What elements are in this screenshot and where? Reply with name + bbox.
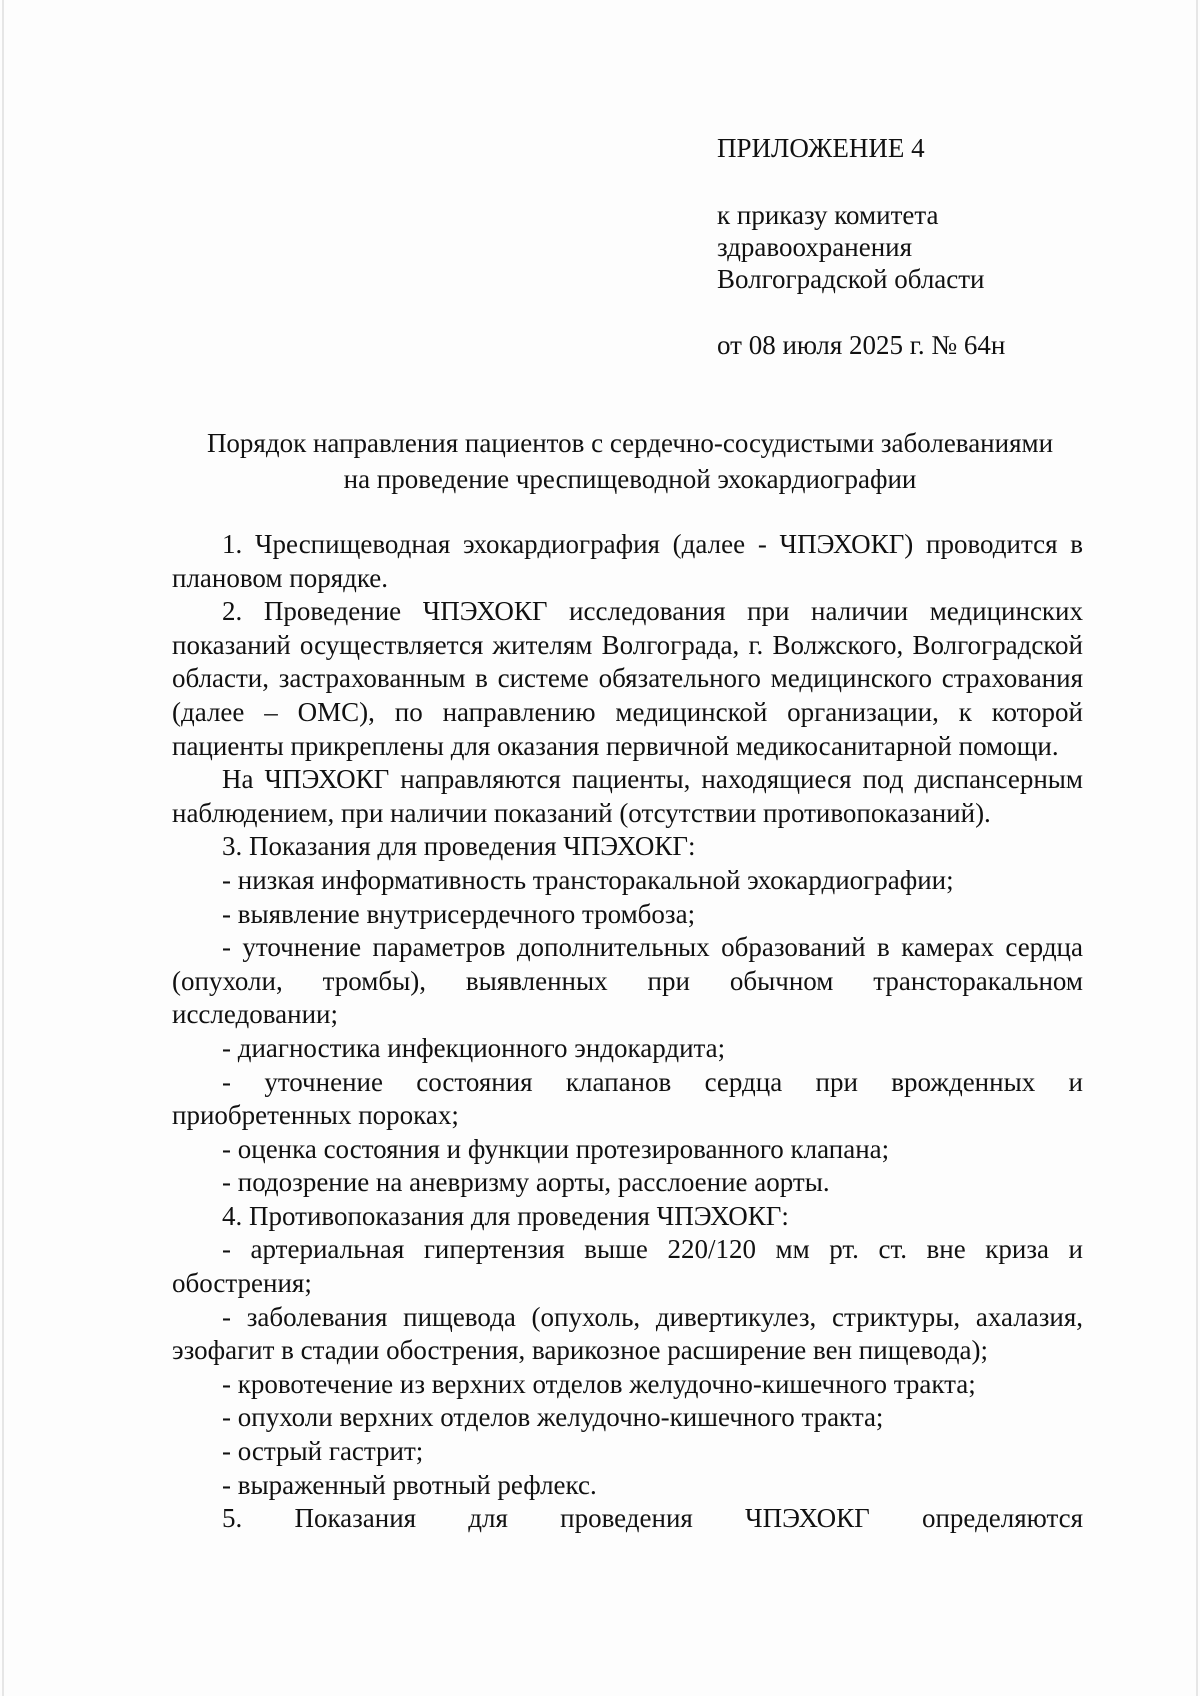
indication-item: - выявление внутрисердечного тромбоза; xyxy=(222,898,696,929)
document-title xyxy=(170,425,1090,497)
indication-item: - уточнение параметров дополнительных образований в камерах сердца (опухоли, тромбы), выявленных при обычном трансторакальном исследовании; xyxy=(172,932,1083,1030)
contraindication-item: - острый гастрит; xyxy=(222,1436,424,1467)
appendix-heading: ПРИЛОЖЕНИЕ 4 xyxy=(717,133,925,163)
contraindication-item: - опухоли верхних отделов желудочно-кишечного тракта; xyxy=(222,1402,884,1433)
paragraph-1: 1. Чреспищеводная эхокардиография (далее - ЧПЭХОКГ) проводится в плановом порядке. xyxy=(172,529,1083,593)
order-date-line: от 08 июля 2025 г. № 64н xyxy=(717,330,1006,360)
order-line-3: Волгоградской области xyxy=(717,264,985,294)
contraindication-item: - артериальная гипертензия выше 220/120 мм рт. ст. вне криза и обострения; xyxy=(172,1234,1083,1299)
title-line-2: на проведение чреспищеводной эхокардиографии xyxy=(343,464,917,494)
contraindication-item: - заболевания пищевода (опухоль, дивертикулез, стриктуры, ахалазия, эзофагит в стадии обострения, варикозное расширение вен пищевода); xyxy=(172,1301,1083,1366)
contraindication-item: - выраженный рвотный рефлекс. xyxy=(222,1469,597,1500)
paragraph-2: 2. Проведение ЧПЭХОКГ исследования при наличии медицинских показаний осуществляется жителям Волгограда, г. Волжского, Волгоградской области, застрахованным в системе обязательного медицинского страхования (далее – ОМС), по направлению медицинской организации, к которой пациенты прикреплены для оказания первичной медикосанитарной помощи. xyxy=(172,596,1083,761)
document-body xyxy=(172,528,1083,1536)
title-line-1: Порядок направления пациентов с сердечно-сосудистыми заболеваниями xyxy=(206,428,1054,458)
scan-edge-right xyxy=(1196,0,1198,1696)
order-line-2: здравоохранения xyxy=(717,232,913,262)
paragraph-referral: На ЧПЭХОКГ направляются пациенты, находящиеся под диспансерным наблюдением, при наличии показаний (отсутствии противопоказаний). xyxy=(172,764,1083,828)
indication-item: - подозрение на аневризму аорты, расслоение аорты. xyxy=(222,1167,830,1198)
indication-item: - низкая информативность трансторакальной эхокардиографии; xyxy=(222,864,954,895)
scan-edge-left xyxy=(2,0,4,1696)
paragraph-5: 5. Показания для проведения ЧПЭХОКГ определяются xyxy=(222,1503,1083,1534)
contraindication-item: - кровотечение из верхних отделов желудочно-кишечного тракта; xyxy=(222,1368,976,1399)
contraindications-heading: 4. Противопоказания для проведения ЧПЭХОКГ: xyxy=(222,1200,789,1231)
indication-item: - уточнение состояния клапанов сердца при врожденных и приобретенных пороках; xyxy=(172,1066,1083,1131)
indications-heading: 3. Показания для проведения ЧПЭХОКГ: xyxy=(222,831,696,862)
indication-item: - оценка состояния и функции протезированного клапана; xyxy=(222,1133,890,1164)
indication-item: - диагностика инфекционного эндокардита; xyxy=(222,1032,726,1063)
order-line-1: к приказу комитета xyxy=(717,200,939,230)
